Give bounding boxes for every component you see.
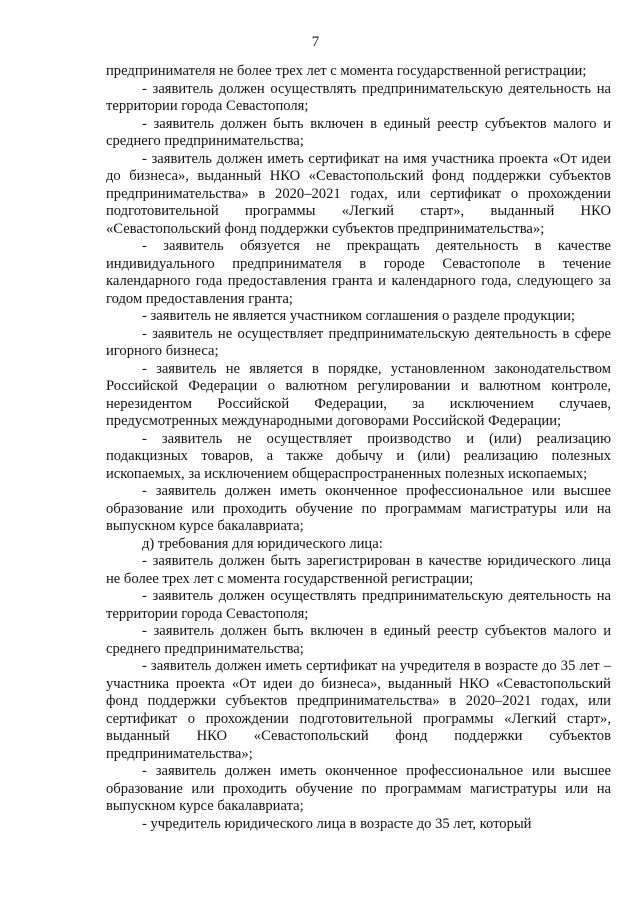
paragraph: - заявитель должен иметь оконченное профессиональное или высшее образование или проходить обучение по программам магистратуры или на выпускном курсе бакалавриата; [106,763,611,814]
page-number: 7 [311,34,320,50]
paragraph: - учредитель юридического лица в возрасте до 35 лет, который [142,815,532,832]
paragraph: - заявитель не осуществляет предпринимательскую деятельность в сфере игорного бизнеса; [106,325,611,359]
paragraph: - заявитель не является в порядке, установленном законодательством Российской Федерации о валютном регулировании и валютном контроле, нерезидентом Российской Федерации, за исключением случаев, предусмотренных международными договорами Российской Федерации; [106,360,611,429]
paragraph: - заявитель должен быть включен в единый реестр субъектов малого и среднего предпринимательства; [106,115,611,149]
paragraph: - заявитель не осуществляет производство и (или) реализацию подакцизных товаров, а также добычу и (или) реализацию полезных ископаемых, за исключением общераспространенных полезных ископаемых; [106,430,611,482]
paragraph: - заявитель обязуется не прекращать деятельность в качестве индивидуального предпринимателя в городе Севастополе в течение календарного года предоставления гранта и календарного года, следующего за годом предоставления гранта; [106,238,611,307]
paragraph: - заявитель должен иметь сертификат на учредителя в возрасте до 35 лет – участника проекта «От идеи до бизнеса», выданный НКО «Севастопольский фонд поддержки субъектов предпринимательства» в 2020–2021 годах, или сертификат о прохождении подготовительной программы «Легкий старт», выданный НКО «Севастопольский фонд поддержки субъектов предпринимательства»; [106,658,611,762]
paragraph: предпринимателя не более трех лет с момента государственной регистрации; [106,63,587,79]
paragraph: - заявитель должен осуществлять предпринимательскую деятельность на территории города Севастополя; [106,80,611,114]
document-body [106,63,611,833]
paragraph: - заявитель должен быть зарегистрирован в качестве юридического лица не более трех лет с момента государственной регистрации; [106,553,611,587]
paragraph: - заявитель должен осуществлять предпринимательскую деятельность на территории города Севастополя; [106,588,611,622]
paragraph: - заявитель не является участником соглашения о разделе продукции; [142,308,575,324]
paragraph: - заявитель должен иметь сертификат на имя участника проекта «От идеи до бизнеса», выданный НКО «Севастопольский фонд поддержки субъектов предпринимательства» в 2020–2021 годах, или сертификат о прохождении подготовительной программы «Легкий старт», выданный НКО «Севастопольский фонд поддержки субъектов предпринимательства»; [106,150,611,237]
paragraph: - заявитель должен быть включен в единый реестр субъектов малого и среднего предпринимательства; [106,623,611,657]
section-heading: д) требования для юридического лица: [142,535,383,552]
paragraph: - заявитель должен иметь оконченное профессиональное или высшее образование или проходить обучение по программам магистратуры или на выпускном курсе бакалавриата; [106,483,611,534]
